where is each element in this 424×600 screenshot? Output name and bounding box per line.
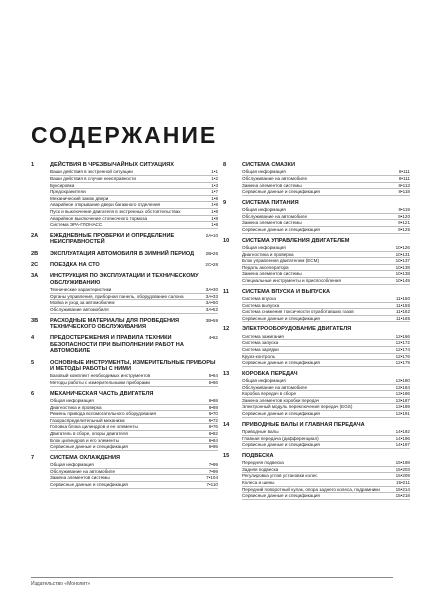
section-number: 2С xyxy=(31,261,39,268)
toc-entry xyxy=(242,340,410,347)
section-items xyxy=(242,207,410,233)
entry-title: Аварийное выключение стояночного тормоза xyxy=(50,215,148,221)
entry-title: Сервисные данные и спецификация xyxy=(242,411,320,417)
entry-page: 11•155 xyxy=(395,302,410,308)
entry-page: 14•192 xyxy=(395,429,410,435)
page-title: СОДЕРЖАНИЕ xyxy=(31,122,218,148)
toc-entry xyxy=(50,482,218,489)
entry-page: 6•76 xyxy=(208,424,218,430)
entry-title: Задняя подвеска xyxy=(242,466,279,472)
toc-entry xyxy=(242,473,410,480)
entry-title: Сервисные данные и спецификация xyxy=(242,189,320,195)
entry-title: Система ЭРА-ГЛОНАСС xyxy=(50,222,103,228)
toc-entry xyxy=(50,424,218,431)
toc-entry xyxy=(242,245,410,252)
entry-title: Пуск и выключение двигателя в экстренных обстоятельствах xyxy=(50,208,181,214)
toc-entry xyxy=(242,303,410,310)
section-page: 2А•10 xyxy=(205,232,218,238)
entry-page: 12•166 xyxy=(395,333,410,339)
entry-title: Общая информация xyxy=(242,244,286,250)
entry-title: Система впуска xyxy=(242,295,276,301)
entry-page: 1•7 xyxy=(211,189,218,195)
toc-entry xyxy=(242,278,410,285)
entry-page: 3А•30 xyxy=(205,287,218,293)
section-page: 2В•26 xyxy=(205,250,218,256)
toc-entry xyxy=(242,411,410,418)
toc-entry xyxy=(242,271,410,278)
toc-entry xyxy=(242,183,410,190)
entry-title: Ремень привода вспомогательного оборудования xyxy=(50,411,156,417)
toc-entry xyxy=(50,398,218,405)
section-title: ЕЖЕДНЕВНЫЕ ПРОВЕРКИ И ОПРЕДЕЛЕНИЕ НЕИСПРАВНОСТЕЙ xyxy=(50,232,175,246)
toc-entry xyxy=(242,467,410,474)
entry-page: 1•8 xyxy=(211,202,218,208)
entry-page: 9•120 xyxy=(398,213,410,219)
toc-entry xyxy=(50,475,218,482)
toc-entry xyxy=(242,480,410,487)
section-number: 3А xyxy=(31,273,39,280)
entry-title: Обслуживание автомобиля xyxy=(50,306,109,312)
section-title: ИНСТРУКЦИЯ ПО ЭКСПЛУАТАЦИИ И ТЕХНИЧЕСКОМУ ОБСЛУЖИВАНИЮ xyxy=(50,273,199,286)
section-heading xyxy=(31,262,218,269)
toc-entry xyxy=(242,391,410,398)
entry-page: 10•149 xyxy=(395,277,410,283)
toc-section xyxy=(223,371,410,418)
toc-entry xyxy=(242,404,410,411)
entry-page: 6•69 xyxy=(208,404,218,410)
toc-entry xyxy=(242,385,410,392)
entry-title: Мойка и уход за автомобилем xyxy=(50,300,115,306)
section-items xyxy=(50,169,218,228)
entry-page: 6•68 xyxy=(208,398,218,403)
toc-entry xyxy=(50,202,218,209)
toc-entry xyxy=(242,347,410,354)
section-items xyxy=(242,460,410,500)
section-number: 4 xyxy=(31,335,35,342)
entry-page: 15•211 xyxy=(395,480,410,486)
section-title: ПРИВОДНЫЕ ВАЛЫ И ГЛАВНАЯ ПЕРЕДАЧА xyxy=(242,421,365,428)
section-number: 5 xyxy=(31,359,35,366)
section-number: 13 xyxy=(223,370,230,377)
section-number: 12 xyxy=(223,326,230,333)
entry-title: Органы управления, приборная панель, оборудование салона xyxy=(50,293,184,299)
section-number: 8 xyxy=(223,162,227,168)
entry-title: Сервисные данные и спецификация xyxy=(242,493,320,499)
section-page: 4•62 xyxy=(208,335,218,341)
section-title: ЭЛЕКТРООБОРУДОВАНИЕ ДВИГАТЕЛЯ xyxy=(242,326,352,333)
entry-page: 13•180 xyxy=(395,378,410,384)
entry-title: Специальные инструменты и приспособления xyxy=(242,277,341,283)
entry-page: 10•131 xyxy=(395,251,410,257)
toc-entry xyxy=(50,189,218,196)
section-page: 3В•59 xyxy=(205,317,218,323)
section-number: 1 xyxy=(31,162,35,168)
section-items xyxy=(50,398,218,451)
section-heading xyxy=(223,200,410,207)
entry-page: 15•209 xyxy=(395,473,410,479)
toc-entry xyxy=(50,431,218,438)
entry-page: 11•165 xyxy=(395,315,410,321)
section-heading xyxy=(223,238,410,245)
section-number: 11 xyxy=(223,288,229,295)
entry-title: Ваши действия в экстренной ситуации xyxy=(50,169,133,175)
toc-entry xyxy=(50,169,218,176)
toc-entry xyxy=(242,334,410,341)
section-title: ДЕЙСТВИЯ В ЧРЕЗВЫЧАЙНЫХ СИТУАЦИЯХ xyxy=(50,162,174,168)
section-items xyxy=(242,245,410,285)
entry-page: 13•186 xyxy=(395,391,410,397)
entry-title: Диагностика и проверка xyxy=(242,251,294,257)
section-items xyxy=(50,287,218,313)
entry-title: Буксировка xyxy=(50,182,75,188)
entry-page: 15•203 xyxy=(395,466,410,472)
entry-page: 15•218 xyxy=(395,493,410,499)
section-items xyxy=(50,462,218,488)
entry-title: Замена элементов коробки передач xyxy=(242,397,320,403)
section-title: ОСНОВНЫЕ ИНСТРУМЕНТЫ, ИЗМЕРИТЕЛЬНЫЕ ПРИБОРЫ И МЕТОДЫ РАБОТЫ С НИМИ xyxy=(50,359,216,372)
entry-title: Замена элементов системы xyxy=(50,475,110,481)
section-number: 10 xyxy=(223,237,230,244)
toc-section xyxy=(223,200,410,234)
toc-section xyxy=(31,251,218,258)
toc-entry xyxy=(50,380,218,387)
entry-page: 9•121 xyxy=(398,220,410,226)
toc-entry xyxy=(242,296,410,303)
toc-entry xyxy=(242,309,410,316)
entry-page: 6•95 xyxy=(208,444,218,450)
entry-page: 13•187 xyxy=(395,397,410,403)
entry-title: Главная передача (дифференциал) xyxy=(242,435,319,441)
section-number: 2А xyxy=(31,232,39,239)
section-heading xyxy=(223,453,410,460)
section-page: 2С•28 xyxy=(205,261,218,267)
toc-entry xyxy=(50,307,218,314)
entry-page: 6•84 xyxy=(208,437,218,443)
toc-entry xyxy=(242,252,410,259)
entry-title: Технические характеристики xyxy=(50,287,112,293)
entry-page: 1•1 xyxy=(211,169,218,175)
entry-page: 1•8 xyxy=(211,208,218,214)
toc-entry xyxy=(50,222,218,229)
entry-title: Система запуска xyxy=(242,340,279,346)
entry-page: 14•196 xyxy=(395,435,410,441)
section-heading xyxy=(31,391,218,398)
entry-title: Замена элементов системы xyxy=(242,271,302,277)
toc-entry xyxy=(50,209,218,216)
toc-section xyxy=(31,455,218,489)
section-title: СИСТЕМА ОХЛАЖДЕНИЯ xyxy=(50,454,121,461)
entry-title: Головка блока цилиндров и ее элементы xyxy=(50,424,138,430)
entry-page: 15•214 xyxy=(395,486,410,492)
toc-entry xyxy=(50,216,218,223)
section-items xyxy=(242,378,410,418)
toc-section xyxy=(31,162,218,229)
entry-page: 1•3 xyxy=(211,182,218,188)
toc-right-column xyxy=(223,162,410,504)
entry-page: 7•99 xyxy=(208,462,218,468)
section-heading xyxy=(31,233,218,247)
section-number: 7 xyxy=(31,454,35,461)
entry-title: Коробка передач в сборе xyxy=(242,391,297,397)
entry-page: 3А•52 xyxy=(205,306,218,312)
entry-title: Обслуживание на автомобиле xyxy=(242,213,308,219)
entry-page: 1•2 xyxy=(211,176,218,181)
section-title: КОРОБКА ПЕРЕДАЧ xyxy=(242,370,298,377)
entry-page: 10•138 xyxy=(395,264,410,270)
entry-page: 12•179 xyxy=(395,360,410,366)
entry-page: 10•138 xyxy=(395,271,410,277)
entry-page: 10•137 xyxy=(395,258,410,264)
section-title: ПОЕЗДКА НА СТО xyxy=(50,261,100,268)
toc-section xyxy=(223,289,410,323)
section-title: ПРЕДОСТЕРЕЖЕНИЯ И ПРАВИЛА ТЕХНИКИ БЕЗОПАСНОСТИ ПРИ ВЫПОЛНЕНИИ РАБОТ НА АВТОМОБИЛЕ xyxy=(50,335,184,355)
entry-page: 9•125 xyxy=(398,226,410,232)
toc-entry xyxy=(50,405,218,412)
entry-page: 8•111 xyxy=(398,169,410,175)
entry-title: Передний поворотный кулак, опора заднего колеса, подрамники xyxy=(242,486,380,492)
entry-page: 12•176 xyxy=(395,353,410,359)
entry-page: 11•162 xyxy=(395,309,410,315)
entry-page: 3А•50 xyxy=(205,300,218,306)
section-title: ПОДВЕСКА xyxy=(242,452,274,459)
toc-section xyxy=(223,422,410,449)
section-items xyxy=(242,429,410,449)
section-heading xyxy=(31,455,218,462)
entry-title: Система выпуска xyxy=(242,302,280,308)
section-heading xyxy=(223,371,410,378)
entry-page: 8•111 xyxy=(398,176,410,181)
entry-page: 5•64 xyxy=(208,373,218,379)
entry-page: 12•172 xyxy=(395,340,410,346)
entry-title: Система зарядки xyxy=(242,346,279,352)
section-title: СИСТЕМА ПИТАНИЯ xyxy=(242,199,299,206)
toc-entry xyxy=(242,378,410,385)
section-title: МЕХАНИЧЕСКАЯ ЧАСТЬ ДВИГАТЕЛЯ xyxy=(50,390,154,397)
toc-section xyxy=(31,233,218,247)
publisher-footer: Издательство «Монолит» xyxy=(31,581,91,587)
section-heading xyxy=(31,335,218,355)
section-items xyxy=(242,169,410,195)
section-title: СИСТЕМА СМАЗКИ xyxy=(242,162,295,168)
toc-entry xyxy=(242,360,410,367)
toc-entry xyxy=(242,316,410,323)
entry-title: Колеса и шины xyxy=(242,480,275,486)
entry-page: 9•119 xyxy=(398,207,410,213)
toc-section xyxy=(31,335,218,355)
entry-title: Система зажигания xyxy=(242,333,284,339)
entry-title: Сервисные данные и спецификация xyxy=(242,360,320,366)
entry-title: Предохранители xyxy=(50,189,86,195)
entry-title: Общая информация xyxy=(50,398,94,403)
section-number: 2В xyxy=(31,250,39,257)
footer-rule xyxy=(31,577,393,578)
toc-entry xyxy=(242,176,410,183)
toc-entry xyxy=(242,442,410,449)
entry-title: Круиз-контроль xyxy=(242,353,276,359)
entry-page: 11•150 xyxy=(395,295,410,301)
entry-title: Обслуживание на автомобиле xyxy=(50,468,116,474)
entry-page: 1•8 xyxy=(211,222,218,228)
section-heading xyxy=(31,318,218,332)
entry-title: Замена элементов системы xyxy=(242,220,302,226)
entry-title: Ваши действия в случае неисправности xyxy=(50,176,136,181)
section-heading xyxy=(31,251,218,258)
section-heading xyxy=(31,273,218,287)
toc-entry xyxy=(242,429,410,436)
section-items xyxy=(242,334,410,367)
toc-entry xyxy=(50,462,218,469)
toc-entry xyxy=(242,487,410,494)
section-items xyxy=(242,296,410,322)
entry-page: 13•189 xyxy=(395,404,410,410)
entry-page: 6•70 xyxy=(208,411,218,417)
entry-page: 13•184 xyxy=(395,384,410,390)
entry-title: Сервисные данные и спецификация xyxy=(242,442,320,448)
toc-entry xyxy=(50,287,218,294)
entry-title: Приводные валы xyxy=(242,429,279,435)
section-items xyxy=(50,373,218,386)
toc-section xyxy=(31,360,218,387)
entry-page: 13•191 xyxy=(395,411,410,417)
section-title: СИСТЕМА ВПУСКА И ВЫПУСКА xyxy=(242,288,331,295)
toc-entry xyxy=(242,265,410,272)
entry-title: Двигатель в сборе, опоры двигателя xyxy=(50,430,128,436)
entry-page: 7•110 xyxy=(206,481,218,487)
toc-entry xyxy=(50,418,218,425)
toc-entry xyxy=(242,189,410,196)
section-title: СИСТЕМА УПРАВЛЕНИЯ ДВИГАТЕЛЕМ xyxy=(242,237,350,244)
entry-page: 10•126 xyxy=(395,244,410,250)
entry-title: Педаль акселератора xyxy=(242,264,289,270)
section-heading xyxy=(223,289,410,296)
entry-title: Обслуживание на автомобиле xyxy=(242,384,308,390)
entry-title: Сервисные данные и спецификация xyxy=(242,226,320,232)
toc-entry xyxy=(50,469,218,476)
entry-title: Замена элементов системы xyxy=(242,182,302,188)
entry-page: 1•8 xyxy=(211,215,218,221)
toc-entry xyxy=(242,169,410,176)
toc-section xyxy=(223,326,410,366)
section-heading xyxy=(223,162,410,169)
section-heading xyxy=(223,326,410,333)
entry-title: Общая информация xyxy=(242,378,286,384)
section-title: ЭКСПЛУАТАЦИЯ АВТОМОБИЛЯ В ЗИМНИЙ ПЕРИОД xyxy=(50,250,195,257)
toc-entry xyxy=(242,227,410,234)
toc-entry xyxy=(242,460,410,467)
section-title: РАСХОДНЫЕ МАТЕРИАЛЫ ДЛЯ ПРОВЕДЕНИЯ ТЕХНИЧЕСКОГО ОБСЛУЖИВАНИЯ xyxy=(50,317,180,330)
toc-entry xyxy=(50,300,218,307)
entry-title: Газораспределительный механизм xyxy=(50,417,125,423)
entry-title: Сервисные данные и спецификация xyxy=(242,315,320,321)
toc-entry xyxy=(242,258,410,265)
toc-entry xyxy=(242,436,410,443)
entry-title: Общая информация xyxy=(50,462,94,468)
entry-page: 15•198 xyxy=(395,460,410,466)
entry-page: 1•8 xyxy=(211,195,218,201)
section-number: 15 xyxy=(223,452,230,459)
toc-section xyxy=(31,391,218,451)
toc-section xyxy=(223,162,410,196)
toc-entry xyxy=(242,214,410,221)
toc-section xyxy=(31,273,218,313)
toc-section xyxy=(223,238,410,285)
entry-title: Механический замок двери xyxy=(50,195,109,201)
entry-title: Методы работы с измерительными приборами xyxy=(50,380,150,385)
entry-title: Обслуживание на автомобиле xyxy=(242,176,308,181)
toc-entry xyxy=(50,176,218,183)
toc-entry xyxy=(50,373,218,380)
entry-title: Общая информация xyxy=(242,207,286,213)
section-number: 14 xyxy=(223,421,230,428)
entry-title: Диагностика и проверка xyxy=(50,404,102,410)
entry-page: 7•99 xyxy=(208,468,218,474)
toc-entry xyxy=(50,444,218,451)
toc-entry xyxy=(50,183,218,190)
section-heading xyxy=(223,422,410,429)
entry-title: Регулировка углов установки колес xyxy=(242,473,318,479)
entry-page: 6•72 xyxy=(208,417,218,423)
section-number: 3В xyxy=(31,317,39,324)
entry-title: Передняя подвеска xyxy=(242,460,284,466)
entry-title: Базовый комплект необходимых инструментов xyxy=(50,373,151,379)
entry-title: Аварийное открывание двери багажного отделения xyxy=(50,202,161,208)
toc-entry xyxy=(242,220,410,227)
toc-entry xyxy=(50,411,218,418)
entry-title: Сервисные данные и спецификация xyxy=(50,481,128,487)
toc-section xyxy=(31,318,218,332)
entry-title: Блок управления двигателем (ECM) xyxy=(242,258,319,264)
entry-page: 12•174 xyxy=(395,346,410,352)
entry-page: 5•66 xyxy=(208,380,218,385)
entry-page: 3А•33 xyxy=(205,293,218,299)
entry-title: Блок цилиндров и его элементы xyxy=(50,437,119,443)
section-number: 9 xyxy=(223,199,227,206)
entry-title: Система снижения токсичности отработавших газов xyxy=(242,309,354,315)
toc-left-column xyxy=(31,162,218,493)
entry-title: Сервисные данные и спецификация xyxy=(50,444,128,450)
toc-entry xyxy=(50,438,218,445)
section-heading xyxy=(31,360,218,374)
entry-title: Электронный модуль переключения передач (EGS) xyxy=(242,404,353,410)
toc-section xyxy=(31,262,218,269)
toc-entry xyxy=(242,493,410,500)
entry-page: 7•104 xyxy=(206,475,218,481)
entry-page: 8•113 xyxy=(398,182,410,188)
entry-page: 14•197 xyxy=(395,442,410,448)
toc-section xyxy=(223,453,410,500)
entry-title: Общая информация xyxy=(242,169,286,175)
entry-page: 8•118 xyxy=(398,189,410,195)
toc-entry xyxy=(242,207,410,214)
entry-page: 6•82 xyxy=(208,430,218,436)
section-number: 6 xyxy=(31,390,35,397)
toc-entry xyxy=(242,354,410,361)
